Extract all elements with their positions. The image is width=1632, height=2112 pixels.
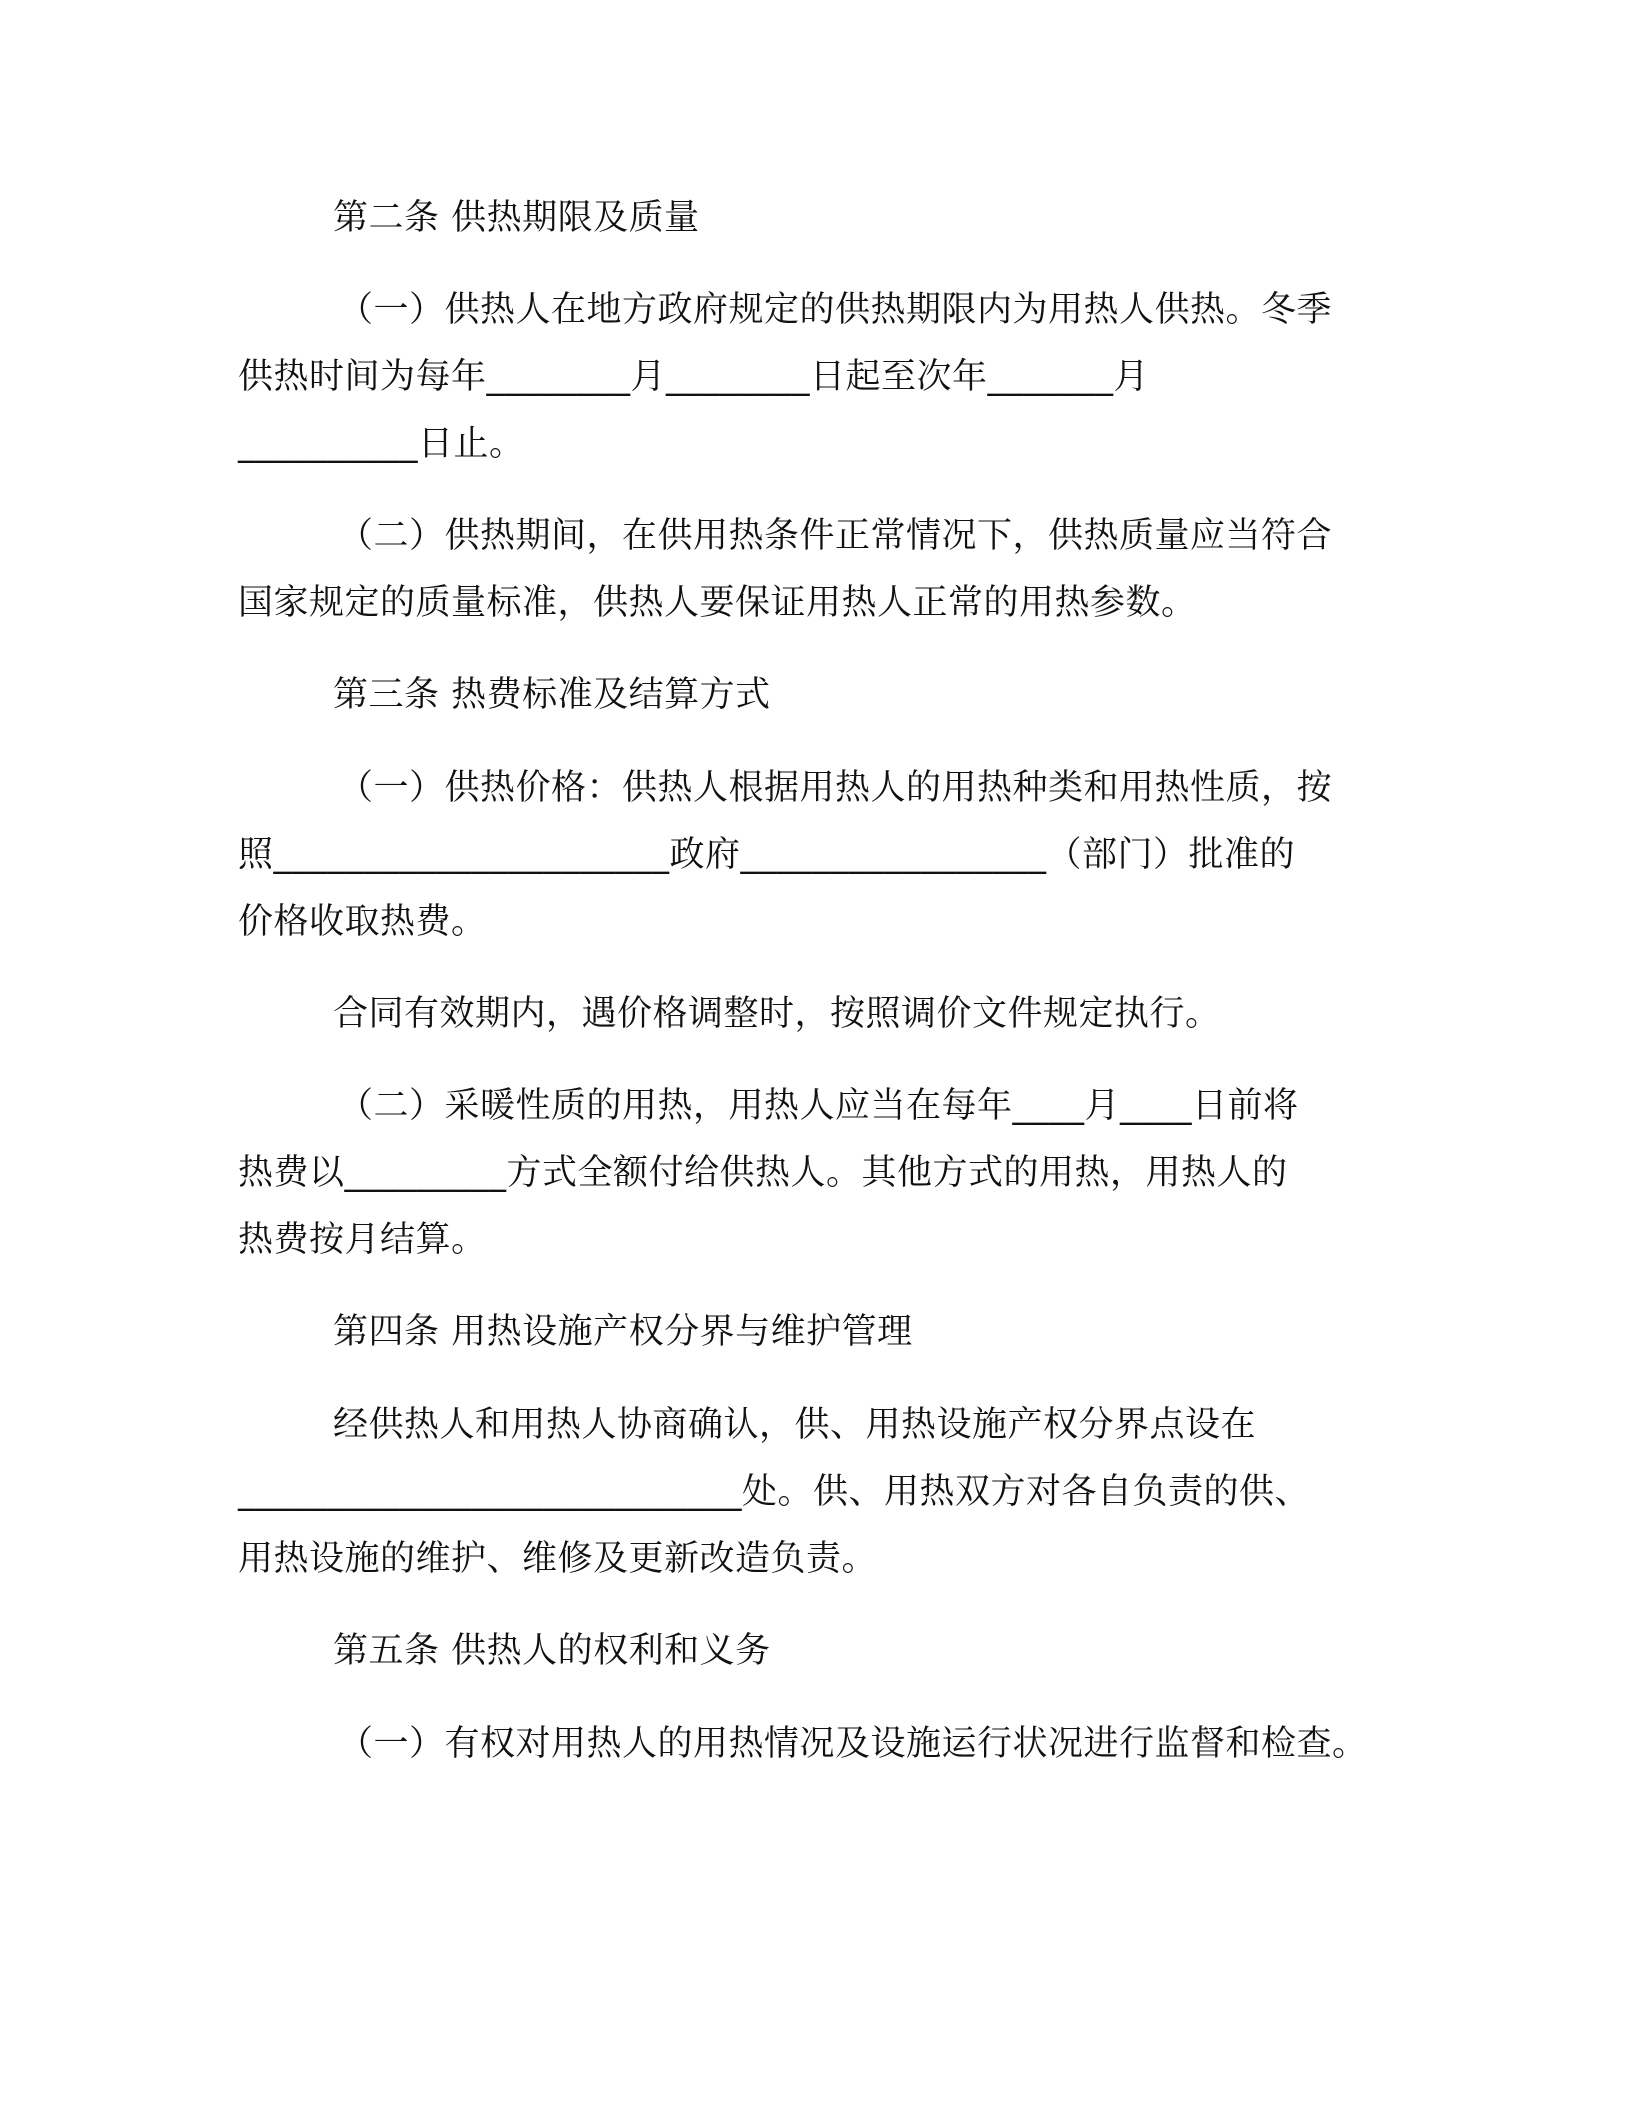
article-3-clause-2-line-2: 热费以_________方式全额付给供热人。其他方式的用热，用热人的 [238,1153,1288,1193]
article-3-clause-1-line-3: 价格收取热费。 [238,902,487,942]
article-2-clause-1-line-2: 供热时间为每年________月________日起至次年_______月 [238,357,1150,397]
article-4-heading: 第四条 用热设施产权分界与维护管理 [333,1312,913,1352]
article-4-body-line-1: 经供热人和用热人协商确认，供、用热设施产权分界点设在 [333,1405,1257,1445]
article-3-heading: 第三条 热费标准及结算方式 [333,675,771,715]
article-3-price-adjustment: 合同有效期内，遇价格调整时，按照调价文件规定执行。 [333,994,1221,1034]
article-3-clause-2-line-1: （二）采暖性质的用热，用热人应当在每年____月____日前将 [338,1086,1299,1126]
article-2-clause-1-line-3: __________日止。 [238,424,525,464]
article-3-clause-1-line-1: （一）供热价格：供热人根据用热人的用热种类和用热性质，按 [338,768,1333,808]
article-4-body-line-3: 用热设施的维护、维修及更新改造负责。 [238,1539,878,1579]
article-5-clause-1: （一）有权对用热人的用热情况及设施运行状况进行监督和检查。 [338,1724,1368,1764]
article-2-heading: 第二条 供热期限及质量 [333,198,700,238]
article-2-clause-1-line-1: （一）供热人在地方政府规定的供热期限内为用热人供热。冬季 [338,290,1333,330]
article-4-body-line-2: ____________________________处。供、用热双方对各自负责的供、 [238,1472,1311,1512]
article-2-clause-2-line-1: （二）供热期间，在供用热条件正常情况下，供热质量应当符合 [338,516,1333,556]
article-5-heading: 第五条 供热人的权利和义务 [333,1631,771,1671]
article-3-clause-2-line-3: 热费按月结算。 [238,1220,487,1260]
article-3-clause-1-line-2: 照______________________政府_________________（部门）批准的 [238,835,1296,875]
article-2-clause-2-line-2: 国家规定的质量标准，供热人要保证用热人正常的用热参数。 [238,583,1197,623]
